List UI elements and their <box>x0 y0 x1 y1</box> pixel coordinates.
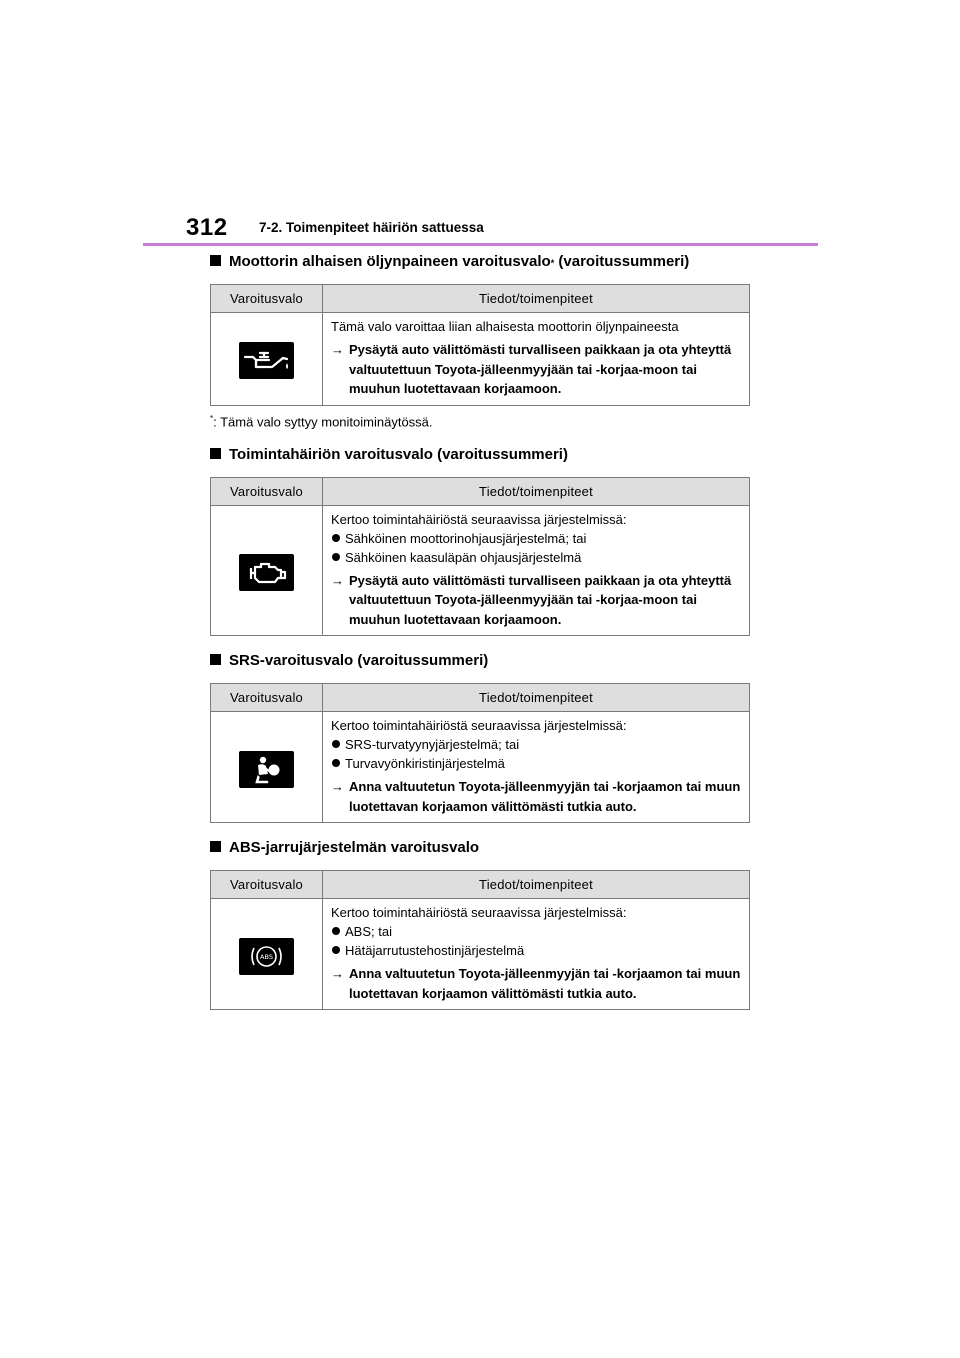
icon-cell <box>211 712 323 823</box>
table-row <box>211 313 750 406</box>
abs-icon <box>239 938 294 975</box>
table-row <box>211 505 750 636</box>
airbag-icon <box>239 751 294 788</box>
info-intro: Tämä valo varoittaa liian alhaisesta moottorin öljynpaineesta <box>331 319 679 334</box>
action-text: Pysäytä auto välittömästi turvalliseen paikkaan ja ota yhteyttä valtuutettuun Toyota-jälleenmyyjään tai -korjaa-moon tai muuhun luotettavaan korjaamoon. <box>349 572 732 627</box>
column-header-info: Tiedot/toimenpiteet <box>323 871 750 899</box>
table-row <box>211 899 750 1010</box>
list-item <box>331 548 741 567</box>
section-heading-text: Toimintahäiriön varoitusvalo (varoitussummeri) <box>229 445 568 463</box>
column-header-warning-light: Varoitusvalo <box>211 477 323 505</box>
action-instruction <box>331 964 741 1003</box>
info-intro: Kertoo toimintahäiriöstä seuraavissa järjestelmissä: <box>331 718 627 733</box>
action-text: Anna valtuutetun Toyota-jälleenmyyjän tai -korjaamon tai muun luotettavan korjaamon välittömästi tutkia auto. <box>349 779 741 814</box>
list-item <box>331 735 741 754</box>
section-heading-text: Moottorin alhaisen öljynpaineen varoitusvalo <box>229 253 551 270</box>
icon-cell <box>211 505 323 636</box>
page-content <box>210 253 750 1010</box>
footnote-mark: * <box>210 413 214 423</box>
square-bullet-icon <box>210 841 221 852</box>
column-header-warning-light: Varoitusvalo <box>211 684 323 712</box>
section-heading-srs <box>210 652 750 674</box>
warning-table-abs <box>210 870 750 1010</box>
warning-table-malfunction <box>210 477 750 637</box>
check-engine-icon <box>239 554 294 591</box>
action-instruction <box>331 340 741 399</box>
action-text: Pysäytä auto välittömästi turvalliseen paikkaan ja ota yhteyttä valtuutettuun Toyota-jälleenmyyjään tai -korjaa-moon tai muuhun luotettavaan korjaamoon. <box>349 342 732 396</box>
list-item-text: Sähköinen kaasuläpän ohjausjärjestelmä <box>345 549 582 565</box>
bullet-dot-icon <box>332 946 340 954</box>
section-heading-text: SRS-varoitusvalo (varoitussummeri) <box>229 652 489 669</box>
section-spacer <box>210 636 750 652</box>
square-bullet-icon <box>210 255 221 266</box>
list-item <box>331 754 741 773</box>
column-header-info: Tiedot/toimenpiteet <box>323 285 750 313</box>
section-heading-malfunction <box>210 446 750 468</box>
list-item-text: Hätäjarrutustehostinjärjestelmä <box>345 943 525 958</box>
arrow-icon: → <box>331 572 344 588</box>
arrow-icon: → <box>331 966 344 981</box>
table-header-row <box>211 684 750 712</box>
info-cell <box>323 313 750 406</box>
list-item-text: Turvavyönkiristinjärjestelmä <box>345 756 505 771</box>
column-header-warning-light: Varoitusvalo <box>211 285 323 313</box>
oil-pressure-icon <box>239 342 294 379</box>
bullet-dot-icon <box>332 927 340 935</box>
warning-table-srs <box>210 683 750 823</box>
footnote-text: : Tämä valo syttyy monitoiminäytössä. <box>213 413 433 429</box>
table-header-row <box>211 871 750 899</box>
abs-icon-label: ABS <box>260 953 273 961</box>
footnote-reference: * <box>550 258 555 268</box>
page-header <box>0 0 960 250</box>
section-heading-suffix: (varoitussummeri) <box>554 253 690 270</box>
list-item-text: SRS-turvatyynyjärjestelmä; tai <box>345 737 520 752</box>
section-heading-oil-pressure <box>210 253 750 275</box>
square-bullet-icon <box>210 448 221 459</box>
page-number: 312 <box>186 214 228 241</box>
icon-cell <box>211 899 323 1010</box>
list-item-text: ABS; tai <box>345 924 392 939</box>
section-heading-text: ABS-jarrujärjestelmän varoitusvalo <box>229 839 480 856</box>
footnote <box>210 414 750 432</box>
table-header-row <box>211 477 750 505</box>
column-header-warning-light: Varoitusvalo <box>211 871 323 899</box>
bullet-dot-icon <box>332 534 340 542</box>
arrow-icon: → <box>331 779 344 794</box>
info-cell <box>323 505 750 636</box>
info-cell <box>323 899 750 1010</box>
info-cell <box>323 712 750 823</box>
chapter-title: 7-2. Toimenpiteet häiriön sattuessa <box>259 220 484 235</box>
section-spacer <box>210 823 750 839</box>
section-heading-abs <box>210 839 750 861</box>
bullet-dot-icon <box>332 553 340 561</box>
info-intro: Kertoo toimintahäiriöstä seuraavissa järjestelmissä: <box>331 905 627 920</box>
list-item <box>331 922 741 941</box>
list-item <box>331 529 741 548</box>
header-divider <box>143 243 818 246</box>
action-instruction <box>331 571 741 630</box>
list-item-text: Sähköinen moottorinohjausjärjestelmä; tai <box>345 530 587 546</box>
action-instruction <box>331 777 741 816</box>
bullet-dot-icon <box>332 740 340 748</box>
action-text: Anna valtuutetun Toyota-jälleenmyyjän tai -korjaamon tai muun luotettavan korjaamon välittömästi tutkia auto. <box>349 966 741 1001</box>
column-header-info: Tiedot/toimenpiteet <box>323 684 750 712</box>
list-item <box>331 941 741 960</box>
table-row <box>211 712 750 823</box>
warning-table-oil-pressure <box>210 284 750 406</box>
square-bullet-icon <box>210 654 221 665</box>
arrow-icon: → <box>331 342 344 357</box>
icon-cell <box>211 313 323 406</box>
info-intro: Kertoo toimintahäiriöstä seuraavissa järjestelmissä: <box>331 511 627 527</box>
column-header-info: Tiedot/toimenpiteet <box>323 477 750 505</box>
table-header-row <box>211 285 750 313</box>
bullet-dot-icon <box>332 759 340 767</box>
